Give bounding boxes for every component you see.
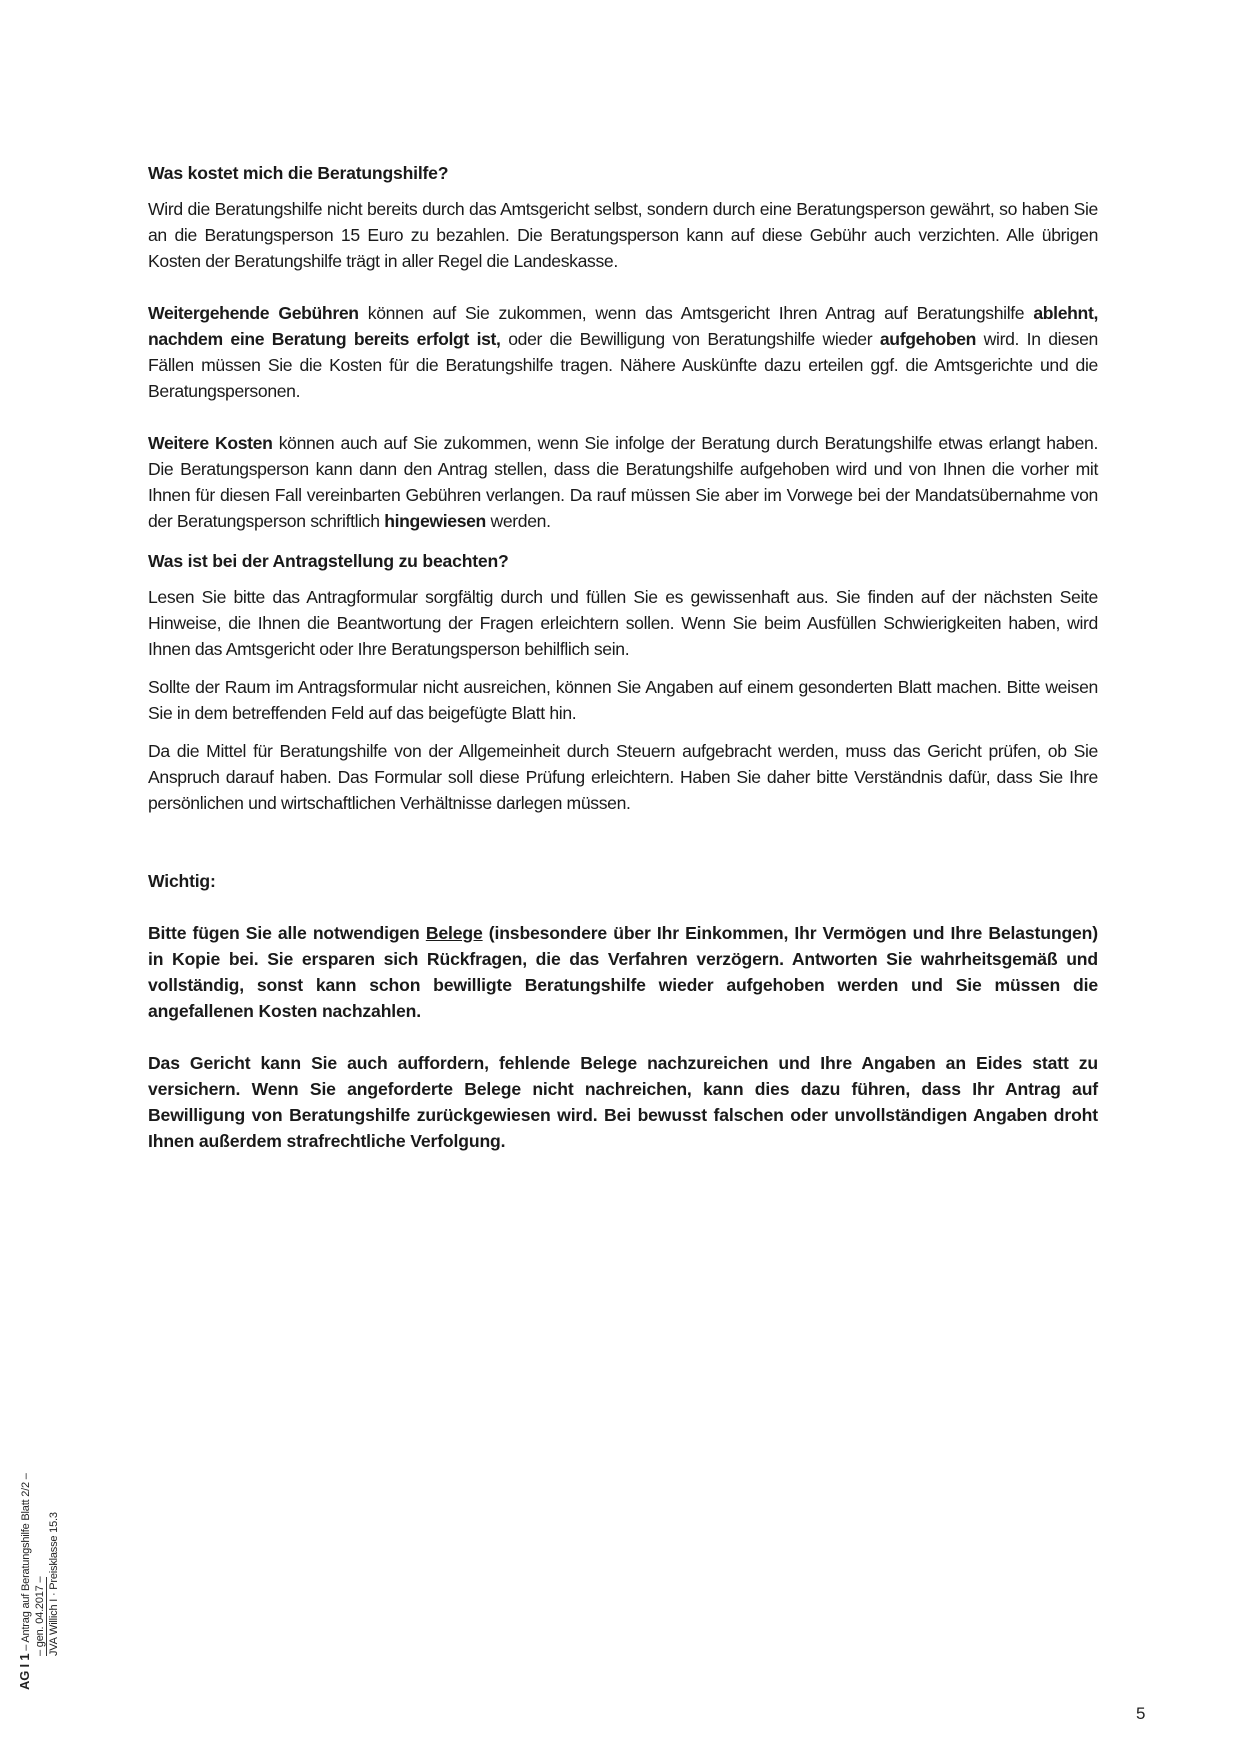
cost-paragraph-3-text-1: können auch auf Sie zukommen, wenn Sie infolge der Beratung durch Beratungshilfe etwas erlangt haben. Die Beratungsperson kann dann den Antrag stellen, dass die Beratungshilfe aufgehoben wird und von Ihnen die vorher mit Ihnen für diesen Fall vereinbarten Gebühren verlangen. Da rauf müssen Sie aber im Vorwege bei der Mandatsübernahme von der Beratungsperson schriftlich (148, 433, 1098, 531)
cost-paragraph-2-text-1: können auf Sie zukommen, wenn das Amtsgericht Ihren Antrag auf Beratungshilfe (358, 303, 1034, 323)
rejection-clause: ablehnt, nachdem eine Beratung bereits erfolgt ist, (148, 303, 1098, 349)
cost-paragraph-3-text-2: werden. (485, 511, 551, 531)
important-paragraph-1 (148, 920, 1098, 1024)
cost-paragraph-1: Wird die Beratungshilfe nicht bereits durch das Amtsgericht selbst, sondern durch eine Beratungsperson gewährt, so haben Sie an die Beratungsperson 15 Euro zu bezahlen. Die Beratungsperson kann auf diese Gebühr auch verzichten. Alle übrigen Kosten der Beratungshilfe trägt in aller Regel die Landeskasse. (148, 199, 1098, 271)
form-footer-line-1 (18, 1473, 33, 1690)
additional-costs-term: Weitere Kosten (148, 433, 273, 453)
revoked-term: aufgehoben (879, 329, 977, 349)
cost-heading: Was kostet mich die Beratungshilfe? (148, 163, 449, 183)
application-paragraph-3: Da die Mittel für Beratungshilfe von der Allgemeinheit durch Steuern aufgebracht werden, muss das Gericht prüfen, ob Sie Anspruch darauf haben. Das Formular soll diese Prüfung erleichtern. Haben Sie daher bitte Verständnis dafür, dass Sie Ihre persönlichen und wirtschaftlichen Verhältnisse darlegen müssen. (148, 741, 1098, 813)
cost-paragraph-2 (148, 300, 1098, 404)
page-number: 5 (1136, 1704, 1146, 1723)
application-paragraph-2: Sollte der Raum im Antragsformular nicht ausreichen, können Sie Angaben auf einem gesonderten Blatt machen. Bitte weisen Sie in dem betreffenden Feld auf das beigefügte Blatt hin. (148, 677, 1098, 723)
form-footer (18, 1473, 61, 1690)
cost-paragraph-3 (148, 430, 1098, 534)
important-paragraph-1-text-2: (insbesondere über Ihr Einkommen, Ihr Vermögen und Ihre Belastungen) in Kopie bei. Sie ersparen sich Rückfragen, die das Verfahren verzögern. Antworten Sie wahrheitsgemäß und vollständig, sonst kann schon bewilligte Beratungshilfe wieder aufgehoben werden und Sie müssen die angefallenen Kosten nachzahlen. (148, 923, 1098, 1021)
application-heading: Was ist bei der Antragstellung zu beachten? (148, 551, 509, 571)
form-title: – Antrag auf Beratungshilfe Blatt 2/2 – (20, 1473, 32, 1654)
receipts-term: Belege (425, 923, 483, 943)
notified-term: hingewiesen (384, 511, 486, 531)
cost-paragraph-2-text-2: oder die Bewilligung von Beratungshilfe wieder (500, 329, 880, 349)
further-fees-term: Weitergehende Gebühren (148, 303, 359, 323)
form-id: AG I 1 (17, 1653, 32, 1690)
important-paragraph-2: Das Gericht kann Sie auch auffordern, fehlende Belege nachzureichen und Ihre Angaben an Eides statt zu versichern. Wenn Sie angeforderte Belege nicht nachreichen, kann dies dazu führen, dass Ihr Antrag auf Bewilligung von Beratungshilfe zurückgewiesen wird. Bei bewusst falschen oder unvollständigen Angaben droht Ihnen außerdem strafrechtliche Verfolgung. (148, 1053, 1098, 1151)
form-footer-line-2 (33, 1473, 47, 1690)
document-body (148, 160, 1098, 1154)
cost-paragraph-2-text-3: wird. In diesen Fällen müssen Sie die Kosten für die Beratungshilfe tragen. Nähere Auskünfte dazu erteilen ggf. die Amtsgerichte und die Beratungspersonen. (148, 329, 1098, 401)
important-heading: Wichtig: (148, 871, 216, 891)
form-footer-line-3 (47, 1473, 61, 1690)
form-printer: JVA Willich I · Preisklasse 15.3 (48, 1512, 60, 1656)
important-paragraph-1-text-1: Bitte fügen Sie alle notwendigen (148, 923, 426, 943)
application-paragraph-1: Lesen Sie bitte das Antragformular sorgfältig durch und füllen Sie es gewissenhaft aus. Sie finden auf der nächsten Seite Hinweise, die Ihnen die Beantwortung der Fragen erleichtern sollen. Wenn Sie beim Ausfüllen Schwierigkeiten haben, wird Ihnen das Amtsgericht oder Ihre Beratungsperson behilflich sein. (148, 587, 1098, 659)
form-version: – gen. 04.2017 – (34, 1576, 46, 1656)
